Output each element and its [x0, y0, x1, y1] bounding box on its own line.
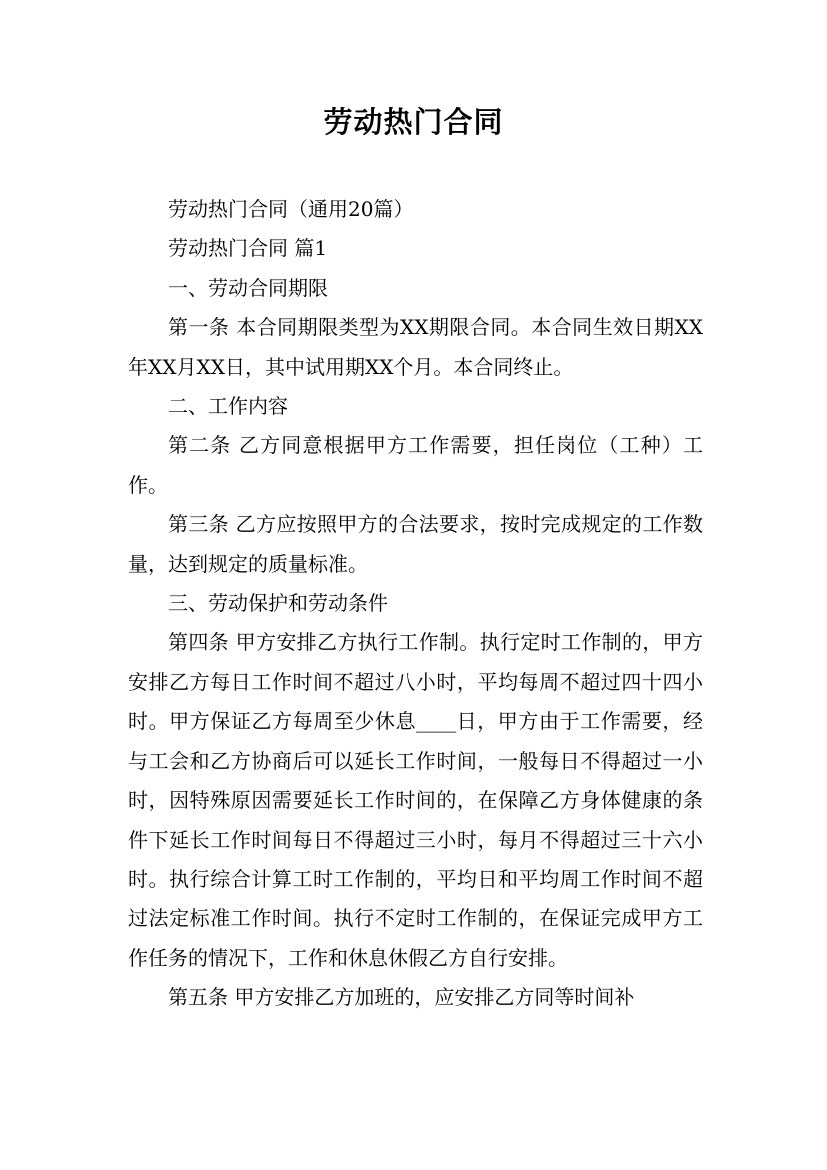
paragraph-article-5: 第五条 甲方安排乙方加班的，应安排乙方同等时间补 [168, 985, 635, 1010]
paragraph-subtitle: 劳动热门合同（通用20篇） [168, 197, 414, 221]
paragraph-section-heading: 劳动热门合同 篇1 [168, 236, 328, 261]
document-body [128, 190, 703, 1018]
paragraph-heading-work-content: 二、工作内容 [168, 394, 288, 419]
paragraph-heading-labor-protection: 三、劳动保护和劳动条件 [168, 591, 388, 616]
paragraph-heading-term: 一、劳动合同期限 [168, 275, 328, 300]
paragraph-article-4: 第四条 甲方安排乙方执行工作制。执行定时工作制的，甲方安排乙方每日工作时间不超过八小时，平均每周不超过四十四小时。甲方保证乙方每周至少休息____日，甲方由于工作需要，经与工会和乙方协商后可以延长工作时间，一般每日不得超过一小时，因特殊原因需要延长工作时间的，在保障乙方身体健康的条件下延长工作时间每日不得超过三小时，每月不得超过三十六小时。执行综合计算工时工作制的，平均日和平均周工作时间不超过法定标准工作时间。执行不定时工作制的，在保证完成甲方工作任务的情况下，工作和休息休假乙方自行安排。 [128, 630, 703, 970]
paragraph-article-1: 第一条 本合同期限类型为XX期限合同。本合同生效日期XX年XX月XX日，其中试用期XX个月。本合同终止。 [128, 315, 703, 379]
paragraph-article-2: 第二条 乙方同意根据甲方工作需要，担任岗位（工种）工作。 [128, 433, 703, 497]
document-title: 劳动热门合同 [323, 105, 504, 139]
paragraph-article-3: 第三条 乙方应按照甲方的合法要求，按时完成规定的工作数量，达到规定的质量标准。 [128, 512, 703, 576]
